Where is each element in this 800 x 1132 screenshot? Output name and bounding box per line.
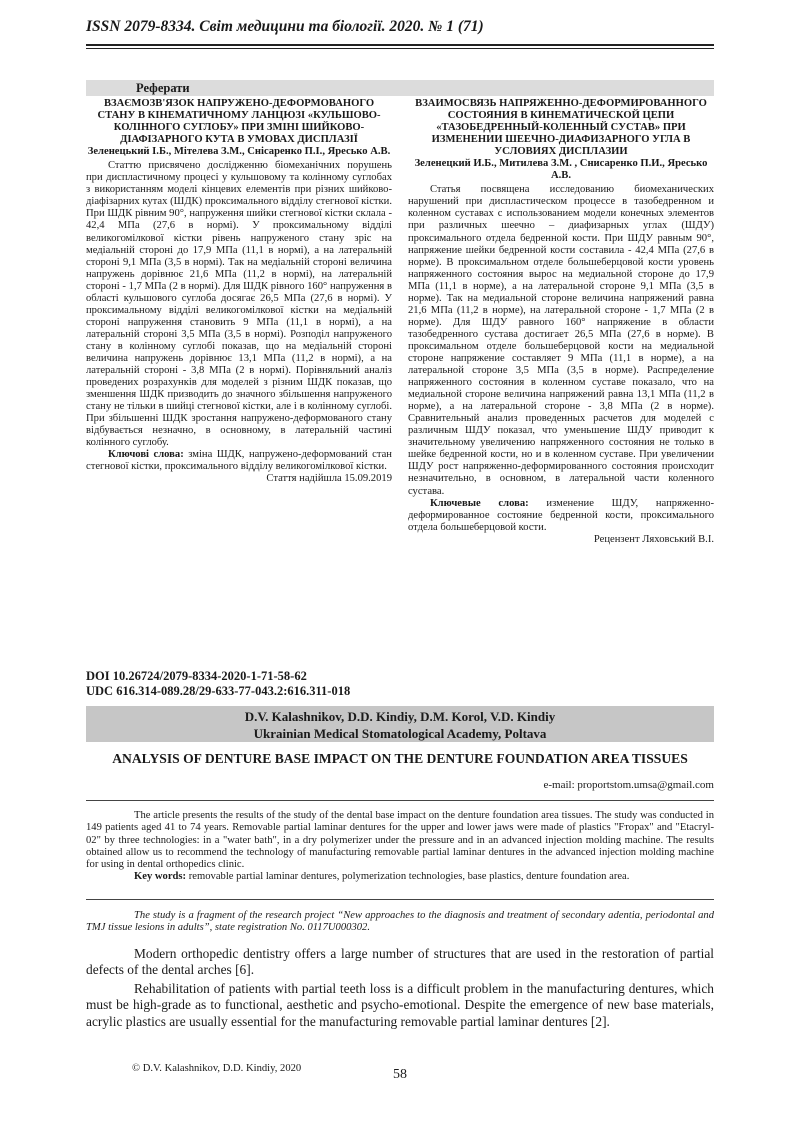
copyright: © D.V. Kalashnikov, D.D. Kindiy, 2020 — [132, 1063, 302, 1074]
body-paragraph-1: Modern orthopedic dentistry offers a large number of structures that are used in the restoration of partial defects of the dental arches [6]. — [86, 946, 714, 978]
article-keywords-label: Key words: — [134, 871, 187, 883]
abstract-ru-title: ВЗАИМОСВЯЗЬ НАПРЯЖЕННО-ДЕФОРМИРОВАННОГО СОСТОЯНИЯ В КИНЕМАТИЧЕСКОЙ ЦЕПИ «ТАЗОБЕДРЕННЫЙ-КОЛЕННЫЙ СУСТАВ» ПРИ ИЗМЕНЕНИИ ШЕЕЧНО-ДИАФИЗАРНОГО УГЛА В УСЛОВИЯХ ДИСПЛАЗИИ — [415, 98, 707, 158]
contact-email: e-mail: proportstom.umsa@gmail.com — [543, 779, 714, 791]
article-title: ANALYSIS OF DENTURE BASE IMPACT ON THE DENTURE FOUNDATION AREA TISSUES — [112, 751, 688, 766]
article-affiliation: Ukrainian Medical Stomatological Academy, Poltava — [253, 726, 547, 741]
abstract-ru — [408, 98, 714, 546]
article-body — [86, 946, 714, 1032]
research-fragment-note: The study is a fragment of the research project “New approaches to the diagnosis and treatment of secondary adentia, periodontal and TMJ tissue lesions in adults”, state registration No. 0117U000302. — [86, 910, 714, 934]
abstract-ru-authors: Зеленецкий И.Б., Митилева З.М. , Снисаренко П.И., Яресько А.В. — [414, 158, 708, 182]
abstract-uk-title: ВЗАЄМОЗВ'ЯЗОК НАПРУЖЕНО-ДЕФОРМОВАНОГО СТАНУ В КІНЕМАТИЧНОМУ ЛАНЦЮЗІ «КУЛЬШОВО-КОЛІННОГО СУГЛОБУ» ПРИ ЗМІНІ ШИЙКОВО-ДІАФІЗАРНОГО КУТА В УМОВАХ ДИСПЛАЗІЇ — [97, 98, 381, 146]
abstract-uk-received: Стаття надійшла 15.09.2019 — [266, 473, 392, 485]
abstract-ru-keywords — [408, 498, 714, 534]
abstract-uk-body: Статтю присвячено дослідженню біомеханічних порушень при диспластичному процесі у кульшовому та колінному суглобах з використанням моделі кінцевих елементів при різних шийково-діафізарних кутах (ШДК) проксимального відділу стегнової кістки. При ШДК рівним 90°, напруження шийки стегнової кістки склала - 42,4 МПа (27,6 в нормі). У проксимальному відділі великогомілкової кістки рівень напруженого стану зріс на медіальній стороні до 17,9 МПа (11,1 в нормі), а на латеральній стороні 9,1 МПа (3,5 в нормі). Так на медіальній стороні величина напружень дорівнює 21,6 МПа (11,2 в нормі), на латеральній стороні - 1,7 МПа (2 в нормі). Для ШДК рівного 160° напруження в області кульшового суглоба досягає 26,5 МПа (27,6 в нормі). У проксимальному відділі великогомілкової кістки на медіальній стороні напруження становить 9 МПа (11,1 в нормі), а на латеральній стороні 3,5 МПа (3,5 в нормі). Розподіл напруженого стану в колінному суглобі показав, що на медіальній стороні величина напружень дорівнює 13,1 МПа (11,2 в нормі), а на латеральній стороні - 3,8 МПа (2 в нормі). Порівняльний аналіз проведених розрахунків для моделей з різним ШДК показав, що зменшення ШДК призводить до значного збільшення напруженого стану не тільки в шийці стегнової кістки, але і в колінному суглобі. При збільшенні ШДК зростання напружено-деформованого стану відбувається незначно, в основному, в латеральній частині колінного суглобу. — [86, 160, 392, 449]
authors-band — [86, 706, 714, 742]
abstract-rule-bottom — [86, 899, 714, 900]
body-paragraph-2: Rehabilitation of patients with partial teeth loss is a difficult problem in the manufacturing dentures, which must be high-grade as to functional, aesthetic and psycho-emotional. Despite the emergence of new base materials, acrylic plastics are usually essential for the manufacturing removable partial laminar dentures [2]. — [86, 980, 714, 1029]
header-rule-thin — [86, 48, 714, 49]
page-number: 58 — [393, 1067, 407, 1082]
section-label: Реферати — [136, 81, 190, 95]
journal-header: ISSN 2079-8334. Світ медицини та біології. 2020. № 1 (71) — [86, 18, 484, 35]
article-abstract — [86, 810, 714, 884]
abstract-ru-reviewer: Рецензент Ляховський В.І. — [593, 533, 714, 545]
header-rule-thick — [86, 44, 714, 46]
article-abstract-text: The article presents the results of the study of the dental base impact on the denture foundation area tissues. The study was conducted in 149 patients aged 41 to 74 years. Removable partial laminar dentures for the upper and lower jaws were made of plastics "Fторax" and "Etacryl-02" by three technologies: in a "water bath", in a dry polymerizer under the pressure and in an advanced injection molding machine. The results obtained allow us to recommend the technology of manufacturing removable partial laminar dentures in the advanced injection molding machine for using in dental orthopedics clinic. — [86, 810, 714, 871]
doi-udc-block — [86, 669, 350, 699]
abstract-ru-keywords-label: Ключевые слова: — [430, 497, 529, 509]
abstract-uk-keywords-label: Ключові слова: — [108, 449, 184, 461]
article-authors: D.V. Kalashnikov, D.D. Kindiy, D.M. Korol, V.D. Kindiy — [244, 709, 556, 724]
abstract-rule-top — [86, 800, 714, 801]
abstract-uk-keywords-text: зміна ШДК, напружено-деформований стан стегнової кістки, проксимального відділу великогомілкової кістки. — [86, 449, 392, 473]
udc: UDC 616.314-089.28/29-633-77-043.2:616.311-018 — [86, 684, 351, 698]
abstract-ru-keywords-text: изменение ШДУ, напряженно-деформированное состояние бедренной кости, проксимального отдела большеберцовой кости. — [408, 497, 714, 533]
article-keywords — [86, 871, 714, 883]
abstract-uk-keywords — [86, 449, 392, 473]
doi: DOI 10.26724/2079-8334-2020-1-71-58-62 — [86, 669, 307, 683]
article-keywords-text: removable partial laminar dentures, polymerization technologies, base plastics, denture foundation area. — [188, 871, 630, 883]
abstract-ru-body: Статья посвящена исследованию биомеханических нарушений при диспластическом процессе в тазобедренном и коленном суставах с использованием модели конечных элементов при различных шеечно – диафизарных углах (ШДУ) проксимального отдела бедренной кости. При ШДУ равным 90°, напряжение шейки бедренной кости составила - 42,4 МПа (27,6 в норме). В проксимальном отделе большеберцовой кости уровень напряженного состояния вырос на медиальной стороне до 17,9 МПа (11,1 в норме), а на латеральной стороне 9,1 МПа (3,5 в норме). Так на медиальной стороне величина напряжений равна 21,6 МПа (11,2 в норме), на латеральной стороне - 1,7 МПа (2 в норме). Для ШДУ равного 160° напряжение в области тазобедренного сустава достигает 26,5 МПа (27,6 в норме). В проксимальном отделе большеберцовой кости на медиальной стороне напряжение составляет 9 МПа (11,1 в норме), а на латеральной стороне 3,5 МПа (3,5 в норме). Распределение напряженного состояния в коленном суставе показало, что на медиальной стороне величина напряжений равна 13,1 МПа (11,2 в норме), а на латеральной стороне - 3,8 МПа (2 в норме). Сравнительный анализ проведенных расчетов для моделей с различным ШДУ показал, что уменьшение ШДУ приводит к значительному увеличению напряженного состояния не только в шейке бедренной кости, но и в коленном суставе. При увеличении ШДУ рост напряженно-деформированного состояния происходит незначительно, в основном, в латеральной части коленного сустава. — [408, 184, 714, 497]
abstract-uk-authors: Зеленецький І.Б., Мітелева З.М., Снісаренко П.І., Яресько А.В. — [87, 146, 391, 158]
abstract-uk — [86, 98, 392, 486]
section-band — [86, 80, 714, 96]
